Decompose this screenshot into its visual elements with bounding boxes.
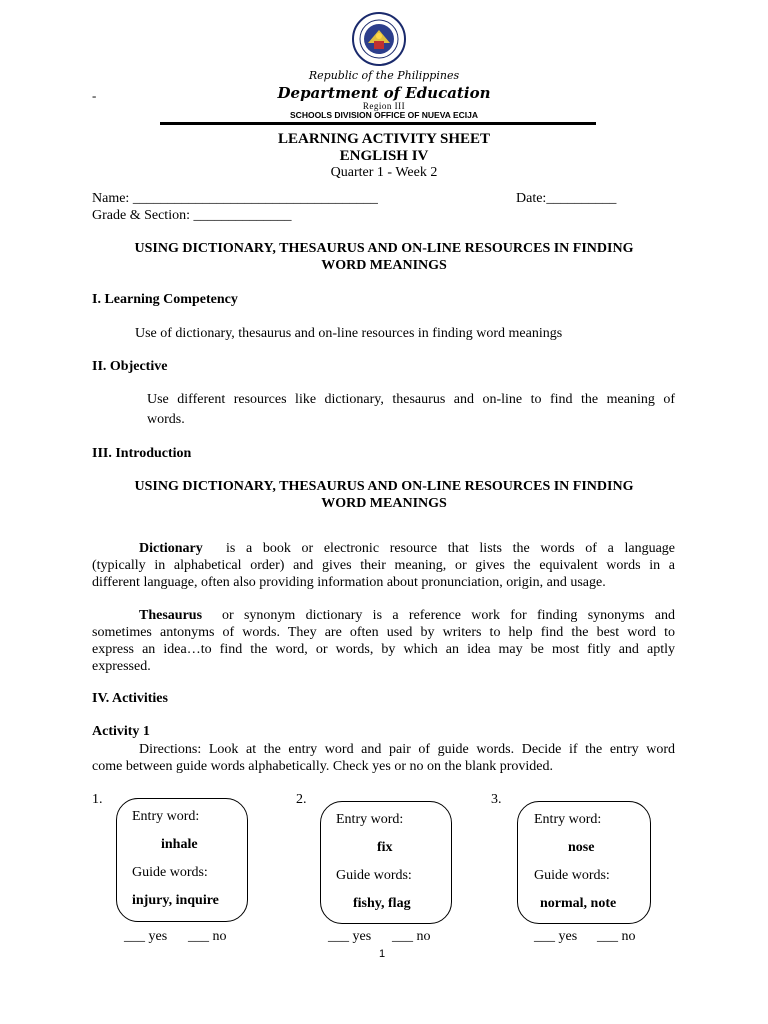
dictionary-line3: different language, often also providing information about pronunciation, origin, and usage. — [92, 575, 606, 590]
directions-line1: Directions: Look at the entry word and pair of guide words. Decide if the entry word — [139, 742, 675, 757]
thesaurus-line2: sometimes antonyms of words. They are often used by writers to help find the best word to — [92, 625, 675, 640]
word-box — [116, 798, 248, 922]
item-number: 2. — [296, 792, 307, 807]
republic-text: Republic of the Philippines — [308, 69, 460, 82]
objective-line2: words. — [147, 412, 185, 427]
item-number: 3. — [491, 792, 502, 807]
guide-words: injury, inquire — [132, 893, 219, 908]
competency-text: Use of dictionary, thesaurus and on-line resources in finding word meanings — [135, 326, 563, 341]
guide-words-label: Guide words: — [336, 868, 412, 883]
region-text: Region III — [362, 101, 406, 111]
thesaurus-line3: express an idea…to find the word, or words, by which an idea may be most fitly and aptly — [92, 642, 675, 657]
name-field[interactable]: Name: ___________________________________ — [92, 191, 378, 206]
word-box — [517, 801, 651, 924]
grade-section-field[interactable]: Grade & Section: ______________ — [92, 208, 292, 223]
stray-dash: - — [92, 88, 97, 103]
thesaurus-term-label: Thesaurus — [139, 608, 203, 623]
yes-blank[interactable]: ___ yes — [328, 929, 372, 944]
no-blank[interactable]: ___ no — [597, 929, 636, 944]
activity-1-title: Activity 1 — [92, 724, 150, 739]
date-field[interactable]: Date:__________ — [516, 191, 617, 206]
activities-heading: IV. Activities — [92, 691, 168, 706]
sheet-title: LEARNING ACTIVITY SHEET — [278, 131, 490, 147]
dictionary-line1: is a book or electronic resource that lists the words of a language — [226, 541, 675, 556]
yes-blank[interactable]: ___ yes — [124, 929, 168, 944]
no-blank[interactable]: ___ no — [392, 929, 431, 944]
entry-word-label: Entry word: — [534, 812, 602, 827]
entry-word: fix — [377, 840, 393, 855]
thesaurus-line4: expressed. — [92, 659, 151, 674]
entry-word: nose — [568, 840, 595, 855]
no-blank[interactable]: ___ no — [188, 929, 227, 944]
directions-line2: come between guide words alphabetically. Check yes or no on the blank provided. — [92, 759, 553, 774]
topic-title-line1: USING DICTIONARY, THESAURUS AND ON-LINE RESOURCES IN FINDING — [134, 241, 634, 256]
guide-words-label: Guide words: — [132, 865, 208, 880]
yes-blank[interactable]: ___ yes — [534, 929, 578, 944]
department-title: Department of Education — [277, 84, 491, 102]
competency-heading: I. Learning Competency — [92, 292, 238, 307]
word-box — [320, 801, 452, 924]
introduction-heading: III. Introduction — [92, 446, 192, 461]
topic-title-line2: WORD MEANINGS — [321, 258, 447, 273]
entry-word-label: Entry word: — [336, 812, 404, 827]
guide-words-label: Guide words: — [534, 868, 610, 883]
entry-word: inhale — [161, 837, 198, 852]
quarter-text: Quarter 1 - Week 2 — [330, 165, 438, 180]
item-number: 1. — [92, 792, 103, 807]
thesaurus-term — [139, 607, 202, 624]
dictionary-term-label: Dictionary — [139, 541, 203, 556]
intro-title-line2: WORD MEANINGS — [321, 496, 447, 511]
deped-seal — [352, 12, 406, 66]
header-rule — [160, 122, 596, 125]
objective-heading: II. Objective — [92, 359, 168, 374]
dictionary-term — [139, 540, 203, 557]
guide-words: fishy, flag — [353, 896, 411, 911]
entry-word-label: Entry word: — [132, 809, 200, 824]
division-text: SCHOOLS DIVISION OFFICE OF NUEVA ECIJA — [290, 110, 478, 120]
subject-title: ENGLISH IV — [339, 148, 429, 164]
intro-title-line1: USING DICTIONARY, THESAURUS AND ON-LINE RESOURCES IN FINDING — [134, 479, 634, 494]
guide-words: normal, note — [540, 896, 617, 911]
page-number: 1 — [379, 948, 386, 960]
dictionary-line2: (typically in alphabetical order) and gives their meaning, or gives the equivalent words in a — [92, 558, 675, 573]
objective-line1: Use different resources like dictionary, thesaurus and on-line to find the meaning of — [147, 392, 675, 407]
thesaurus-line1: or synonym dictionary is a reference work for finding synonyms and — [222, 608, 675, 623]
